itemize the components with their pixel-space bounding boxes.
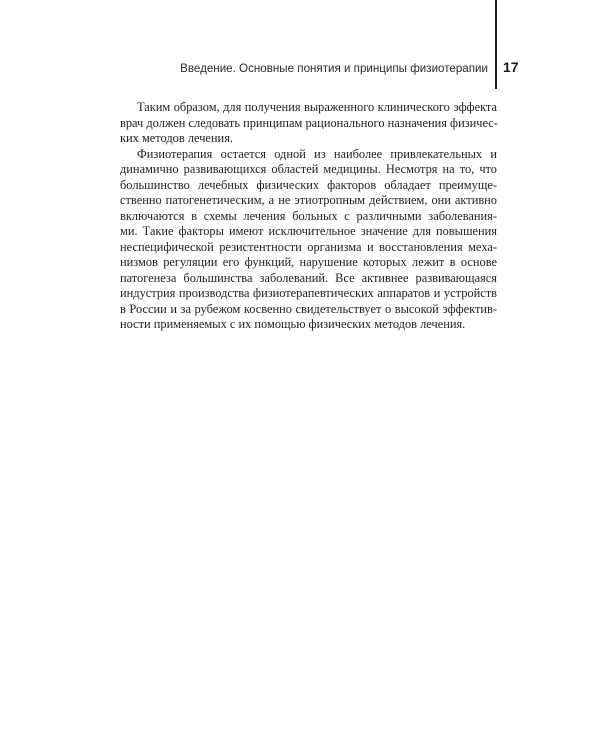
paragraph-2 bbox=[103, 147, 497, 333]
text-line: ми. Такие факторы имеют исключительное значение для повышения bbox=[120, 224, 497, 238]
paragraph-1 bbox=[103, 100, 497, 147]
running-header-title: Введение. Основные понятия и принципы физиотерапии bbox=[180, 62, 488, 75]
page-number: 17 bbox=[503, 59, 519, 75]
text-line: индустрия производства физиотерапевтических аппаратов и устройств bbox=[120, 286, 497, 300]
text-line: динамично развивающихся областей медицины. Несмотря на то, что bbox=[120, 162, 497, 176]
text-line: включаются в схемы лечения больных с различными заболевания- bbox=[120, 208, 497, 223]
header-vertical-rule bbox=[495, 0, 497, 89]
text-line: ственно патогенетическим, а не этиотропным действием, они активно bbox=[120, 193, 497, 207]
text-line: Таким образом, для получения выраженного клинического эффекта bbox=[137, 100, 497, 114]
text-line: неспецифической резистентности организма и восстановления меха- bbox=[120, 239, 497, 254]
text-line: низмов регуляции его функций, нарушение которых лежит в основе bbox=[120, 255, 497, 269]
text-line: ких методов лечения. bbox=[120, 131, 233, 145]
text-line: врач должен следовать принципам рационального назначения физичес- bbox=[120, 115, 498, 130]
text-line: ности применяемых с их помощью физических методов лечения. bbox=[120, 317, 466, 331]
text-line: в России и за рубежом косвенно свидетельствует о высокой эффектив- bbox=[120, 301, 497, 316]
text-line: большинство лечебных физических факторов обладает преимуще- bbox=[120, 177, 497, 192]
text-line: Физиотерапия остается одной из наиболее привлекательных и bbox=[137, 146, 497, 161]
body-text bbox=[103, 100, 497, 333]
text-line: патогенеза большинства заболеваний. Все активнее развивающаяся bbox=[120, 270, 497, 285]
